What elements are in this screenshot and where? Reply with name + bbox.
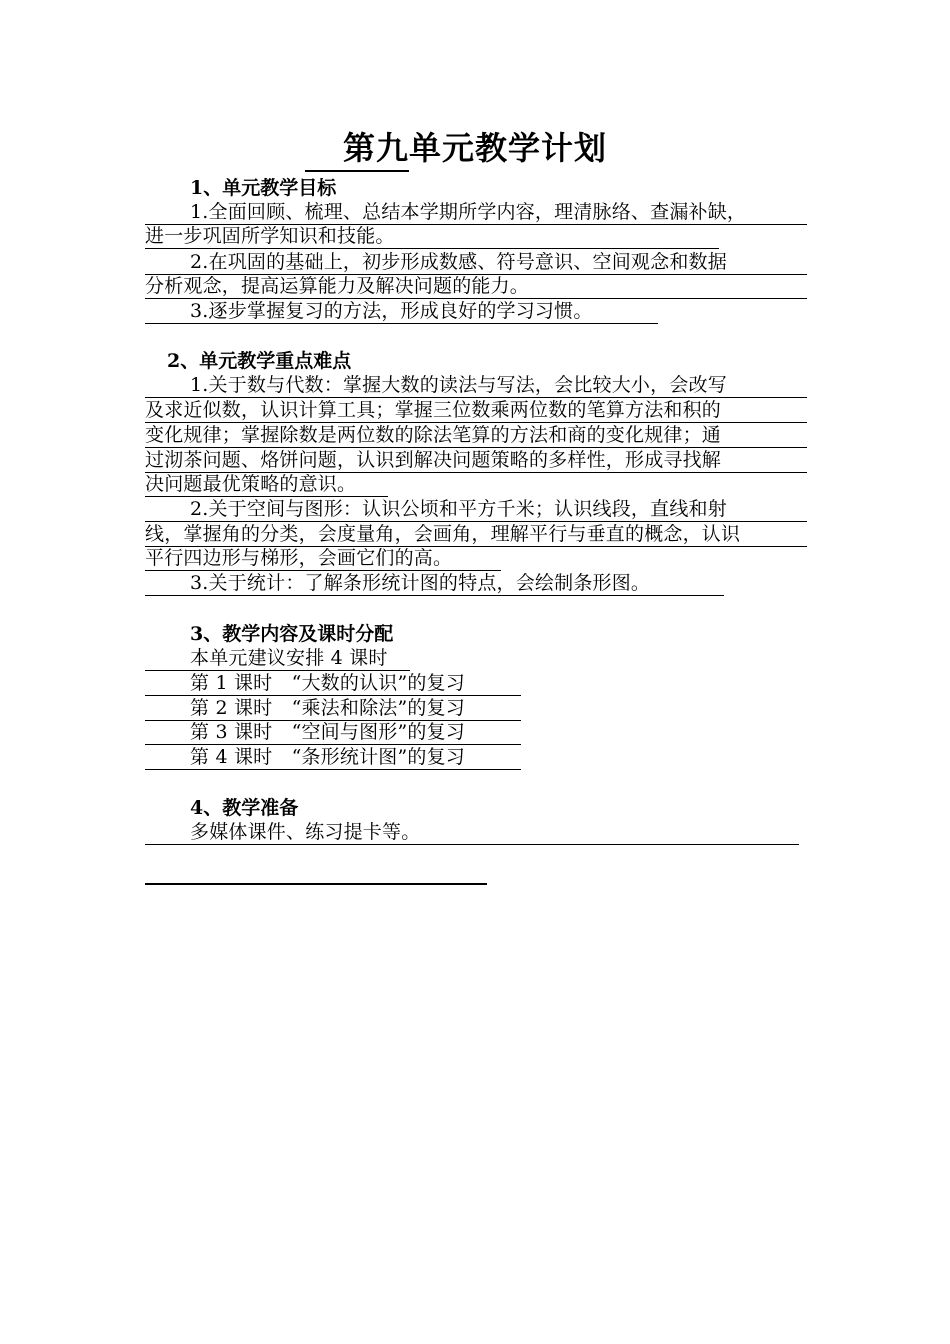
key-points-line-5: 决问题最优策略的意识。 bbox=[145, 472, 388, 497]
objectives-line-4: 分析观念，提高运算能力及解决问题的能力。 bbox=[145, 274, 807, 299]
section-heading-objectives: 1、单元教学目标 bbox=[190, 177, 337, 199]
objectives-line-3: 2.在巩固的基础上，初步形成数感、符号意识、空间观念和数据 bbox=[145, 250, 807, 275]
schedule-line-summary: 本单元建议安排 4 课时 bbox=[145, 646, 410, 671]
schedule-line-lesson-1: 第 1 课时 “大数的认识”的复习 bbox=[145, 671, 521, 696]
key-points-line-3: 变化规律；掌握除数是两位数的除法笔算的方法和商的变化规律；通 bbox=[145, 423, 807, 448]
key-points-line-8: 平行四边形与梯形，会画它们的高。 bbox=[145, 546, 501, 571]
title-text: 单元教学计划 bbox=[409, 129, 608, 167]
key-points-line-4: 过沏茶问题、烙饼问题，认识到解决问题策略的多样性，形成寻找解 bbox=[145, 448, 807, 473]
objectives-line-2: 进一步巩固所学知识和技能。 bbox=[145, 224, 719, 249]
section-heading-key-points: 2、单元教学重点难点 bbox=[167, 350, 352, 372]
key-points-line-6: 2.关于空间与图形：认识公顷和平方千米；认识线段，直线和射 bbox=[145, 497, 807, 522]
schedule-line-lesson-3: 第 3 课时 “空间与图形”的复习 bbox=[145, 720, 521, 745]
key-points-line-7: 线，掌握角的分类，会度量角，会画角，理解平行与垂直的概念，认识 bbox=[145, 522, 807, 547]
page-title bbox=[305, 126, 607, 170]
section-heading-preparation: 4、教学准备 bbox=[190, 797, 299, 819]
key-points-line-1: 1.关于数与代数：掌握大数的读法与写法，会比较大小，会改写 bbox=[145, 373, 807, 398]
objectives-line-1: 1.全面回顾、梳理、总结本学期所学内容，理清脉络、查漏补缺， bbox=[145, 200, 807, 225]
objectives-line-5: 3.逐步掌握复习的方法，形成良好的学习习惯。 bbox=[145, 299, 658, 324]
end-rule bbox=[145, 883, 487, 885]
schedule-line-lesson-4: 第 4 课时 “条形统计图”的复习 bbox=[145, 745, 521, 770]
section-heading-content-schedule: 3、教学内容及课时分配 bbox=[190, 623, 394, 645]
schedule-line-lesson-2: 第 2 课时 “乘法和除法”的复习 bbox=[145, 696, 521, 721]
key-points-line-2: 及求近似数，认识计算工具；掌握三位数乘两位数的笔算方法和积的 bbox=[145, 398, 807, 423]
title-unit-number: 第九 bbox=[305, 126, 409, 172]
preparation-line-1: 多媒体课件、练习提卡等。 bbox=[145, 820, 799, 845]
key-points-line-9: 3.关于统计：了解条形统计图的特点，会绘制条形图。 bbox=[145, 571, 724, 596]
